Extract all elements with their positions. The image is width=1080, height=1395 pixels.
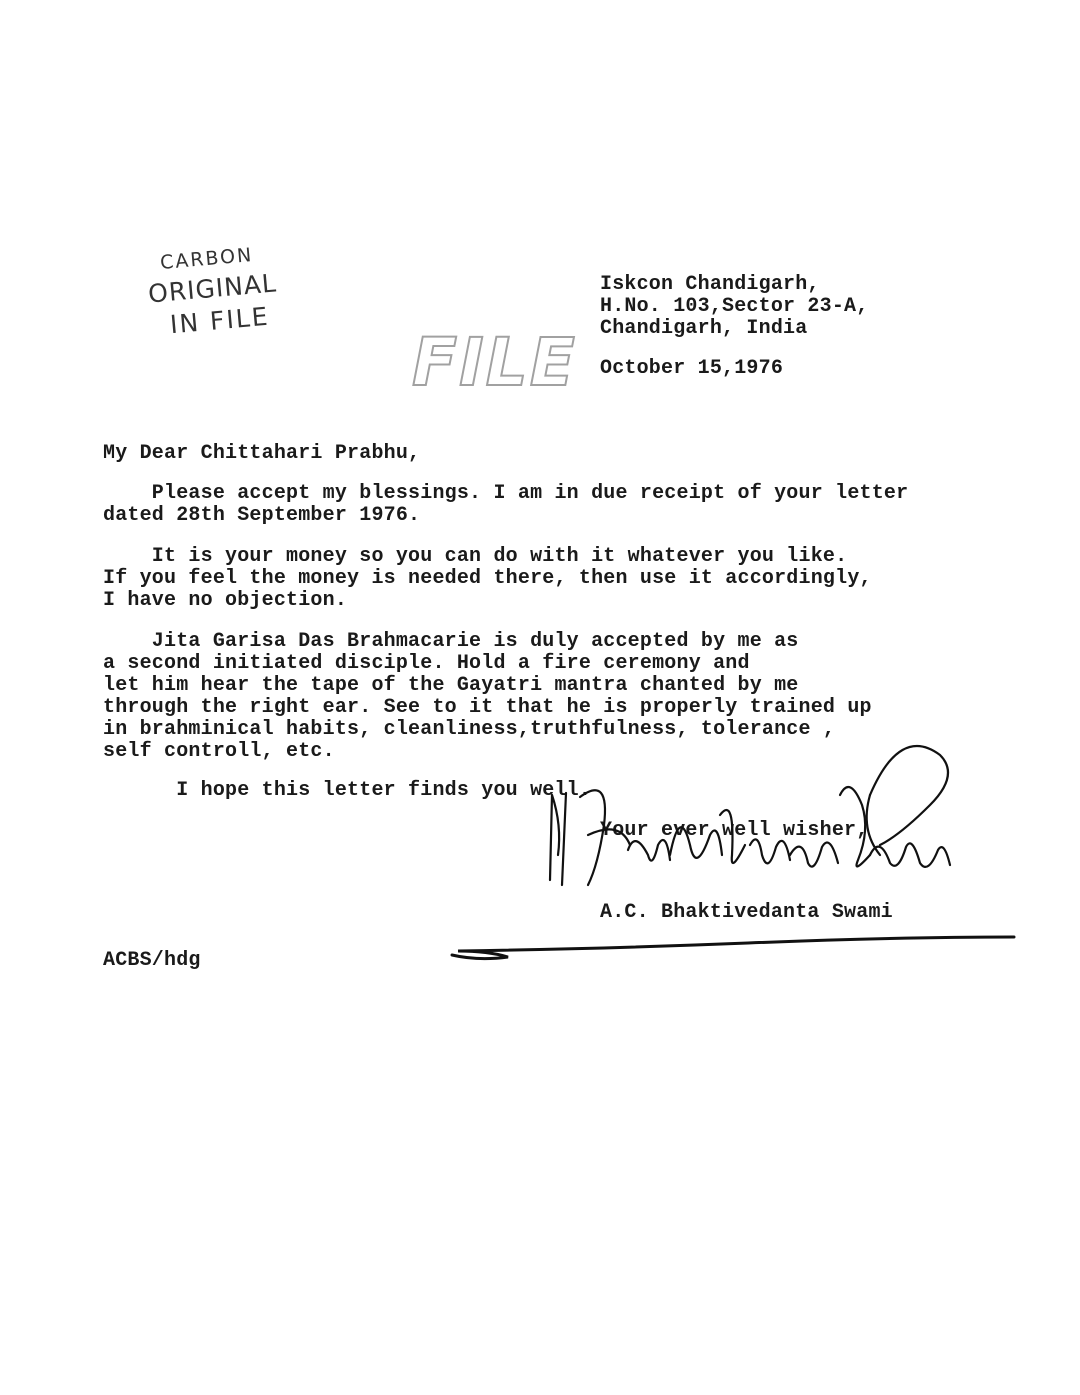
paragraph-3-line-4: through the right ear. See to it that he is properly trained up — [103, 696, 872, 719]
address-line-3: Chandigarh, India — [600, 317, 808, 340]
paragraph-3-line-1: Jita Garisa Das Brahmacarie is duly accepted by me as — [103, 630, 799, 653]
paragraph-1-line-1: Please accept my blessings. I am in due receipt of your letter — [103, 482, 909, 505]
paragraph-2-line-2: If you feel the money is needed there, then use it accordingly, — [103, 567, 872, 590]
paragraph-3-line-5: in brahminical habits, cleanliness,truthfulness, tolerance , — [103, 718, 836, 741]
letter-date: October 15,1976 — [600, 357, 784, 380]
sender-name: A.C. Bhaktivedanta Swami — [600, 901, 893, 924]
paragraph-3-line-6: self controll, etc. — [103, 740, 335, 763]
reference-initials: ACBS/hdg — [103, 949, 201, 972]
paragraph-1-line-2: dated 28th September 1976. — [103, 504, 421, 527]
address-line-2: H.No. 103,Sector 23-A, — [600, 295, 869, 318]
paragraph-4-line-1: I hope this letter finds you well. — [103, 779, 592, 802]
paragraph-2-line-3: I have no objection. — [103, 589, 348, 612]
salutation: My Dear Chittahari Prabhu, — [103, 442, 421, 465]
address-line-1: Iskcon Chandigarh, — [600, 273, 820, 296]
in-file-stamp-label: IN FILE — [168, 301, 271, 340]
file-stamp — [412, 322, 577, 404]
paragraph-2-line-1: It is your money so you can do with it whatever you like. — [103, 545, 848, 568]
paragraph-3-line-3: let him hear the tape of the Gayatri mantra chanted by me — [103, 674, 799, 697]
original-stamp-label: ORIGINAL — [146, 268, 278, 309]
signature-underline — [448, 925, 1018, 970]
paragraph-3-line-2: a second initiated disciple. Hold a fire ceremony and — [103, 652, 750, 675]
closing: Your ever well wisher, — [600, 819, 869, 842]
carbon-stamp-label: CARBON — [159, 243, 255, 275]
file-stamp-text: FILE — [412, 324, 577, 401]
